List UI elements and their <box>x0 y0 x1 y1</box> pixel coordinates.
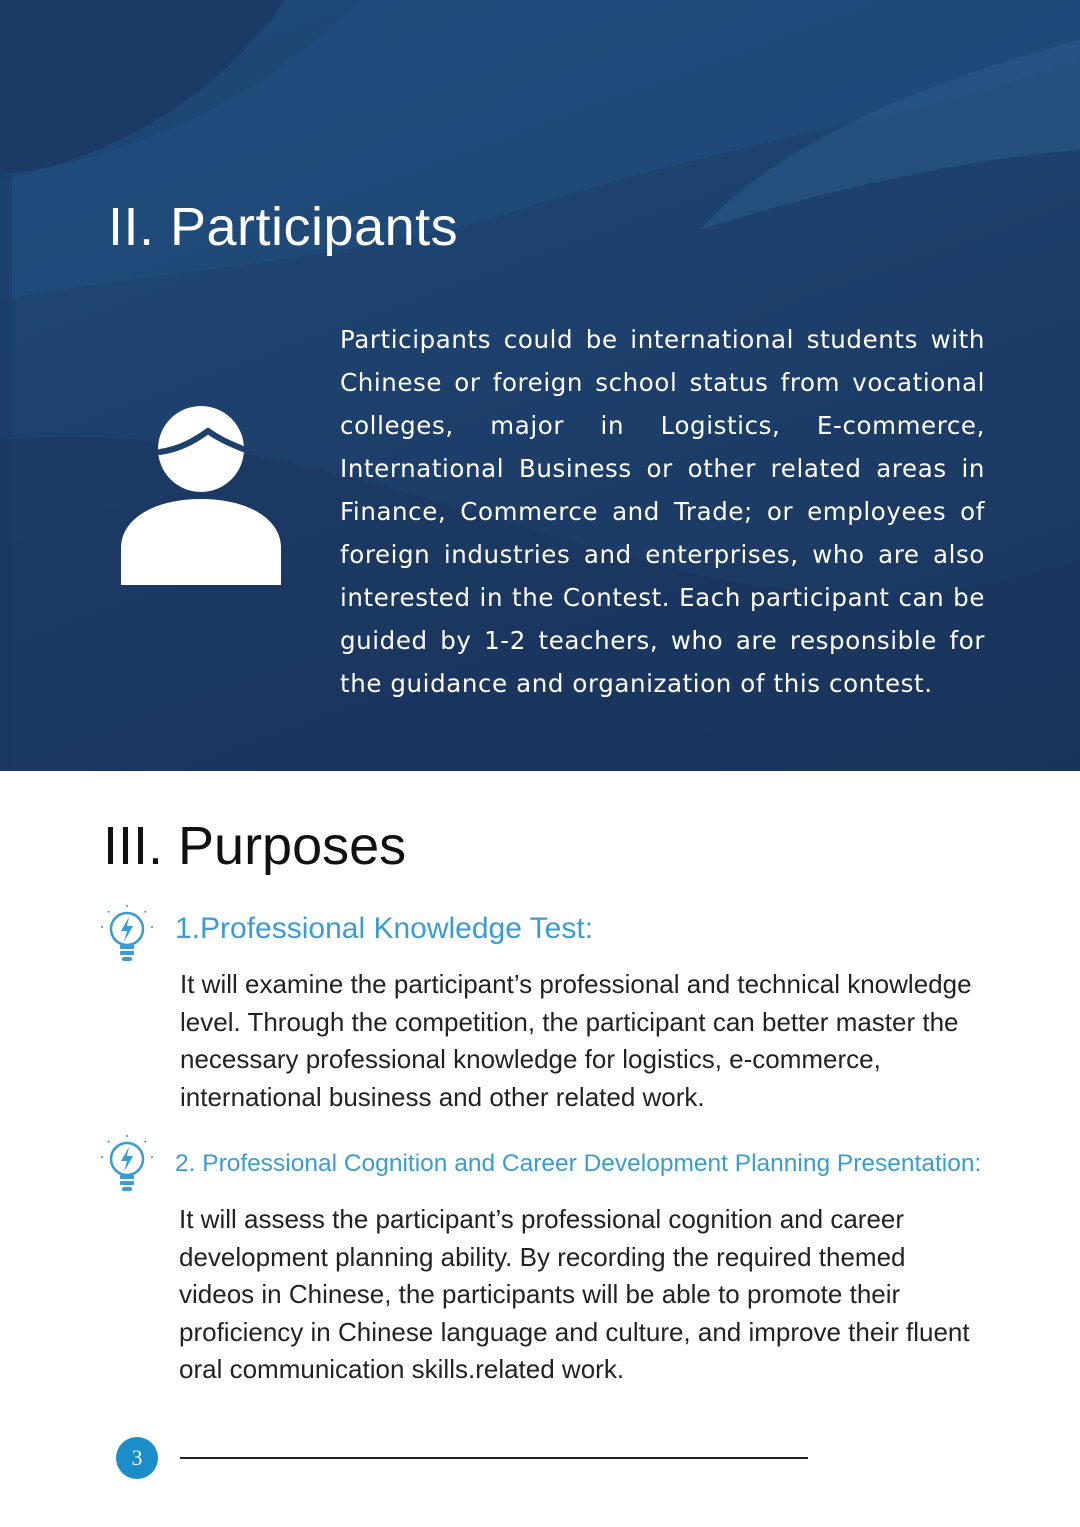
lightbulb-icon <box>98 903 156 965</box>
purpose-1-description: It will examine the participant’s professional and technical knowledge level. Through the competition, the participant can better master the necessary professional knowledge for logistics, e-commerce, international business and other related work. <box>180 969 972 1112</box>
purpose-1-title: 1.Professional Knowledge Test: <box>175 912 594 945</box>
purposes-heading: III. Purposes <box>103 816 407 876</box>
purpose-2-description: It will assess the participant’s professional cognition and career development planning ability. By recording the required themed videos in Chinese, the participants will be able to promote their proficiency in Chinese language and culture, and improve their fluent oral communication skills.related work. <box>179 1204 970 1384</box>
lightbulb-icon <box>98 1133 156 1195</box>
person-icon <box>118 403 284 587</box>
footer-divider <box>180 1457 808 1459</box>
purpose-2-title: 2. Professional Cognition and Career Development Planning Presentation: <box>175 1150 982 1177</box>
page-number-badge: 3 <box>116 1437 158 1479</box>
participants-heading: II. Participants <box>108 197 459 257</box>
participants-description: Participants could be international students with Chinese or foreign school status from vocational colleges, major in Logistics, E-commerce, International Business or other related areas in Finance, Commerce and Trade; or employees of foreign industries and enterprises, who are also interested in the Contest. Each participant can be guided by 1-2 teachers, who are responsible for the guidance and organization of this contest. <box>340 325 985 698</box>
